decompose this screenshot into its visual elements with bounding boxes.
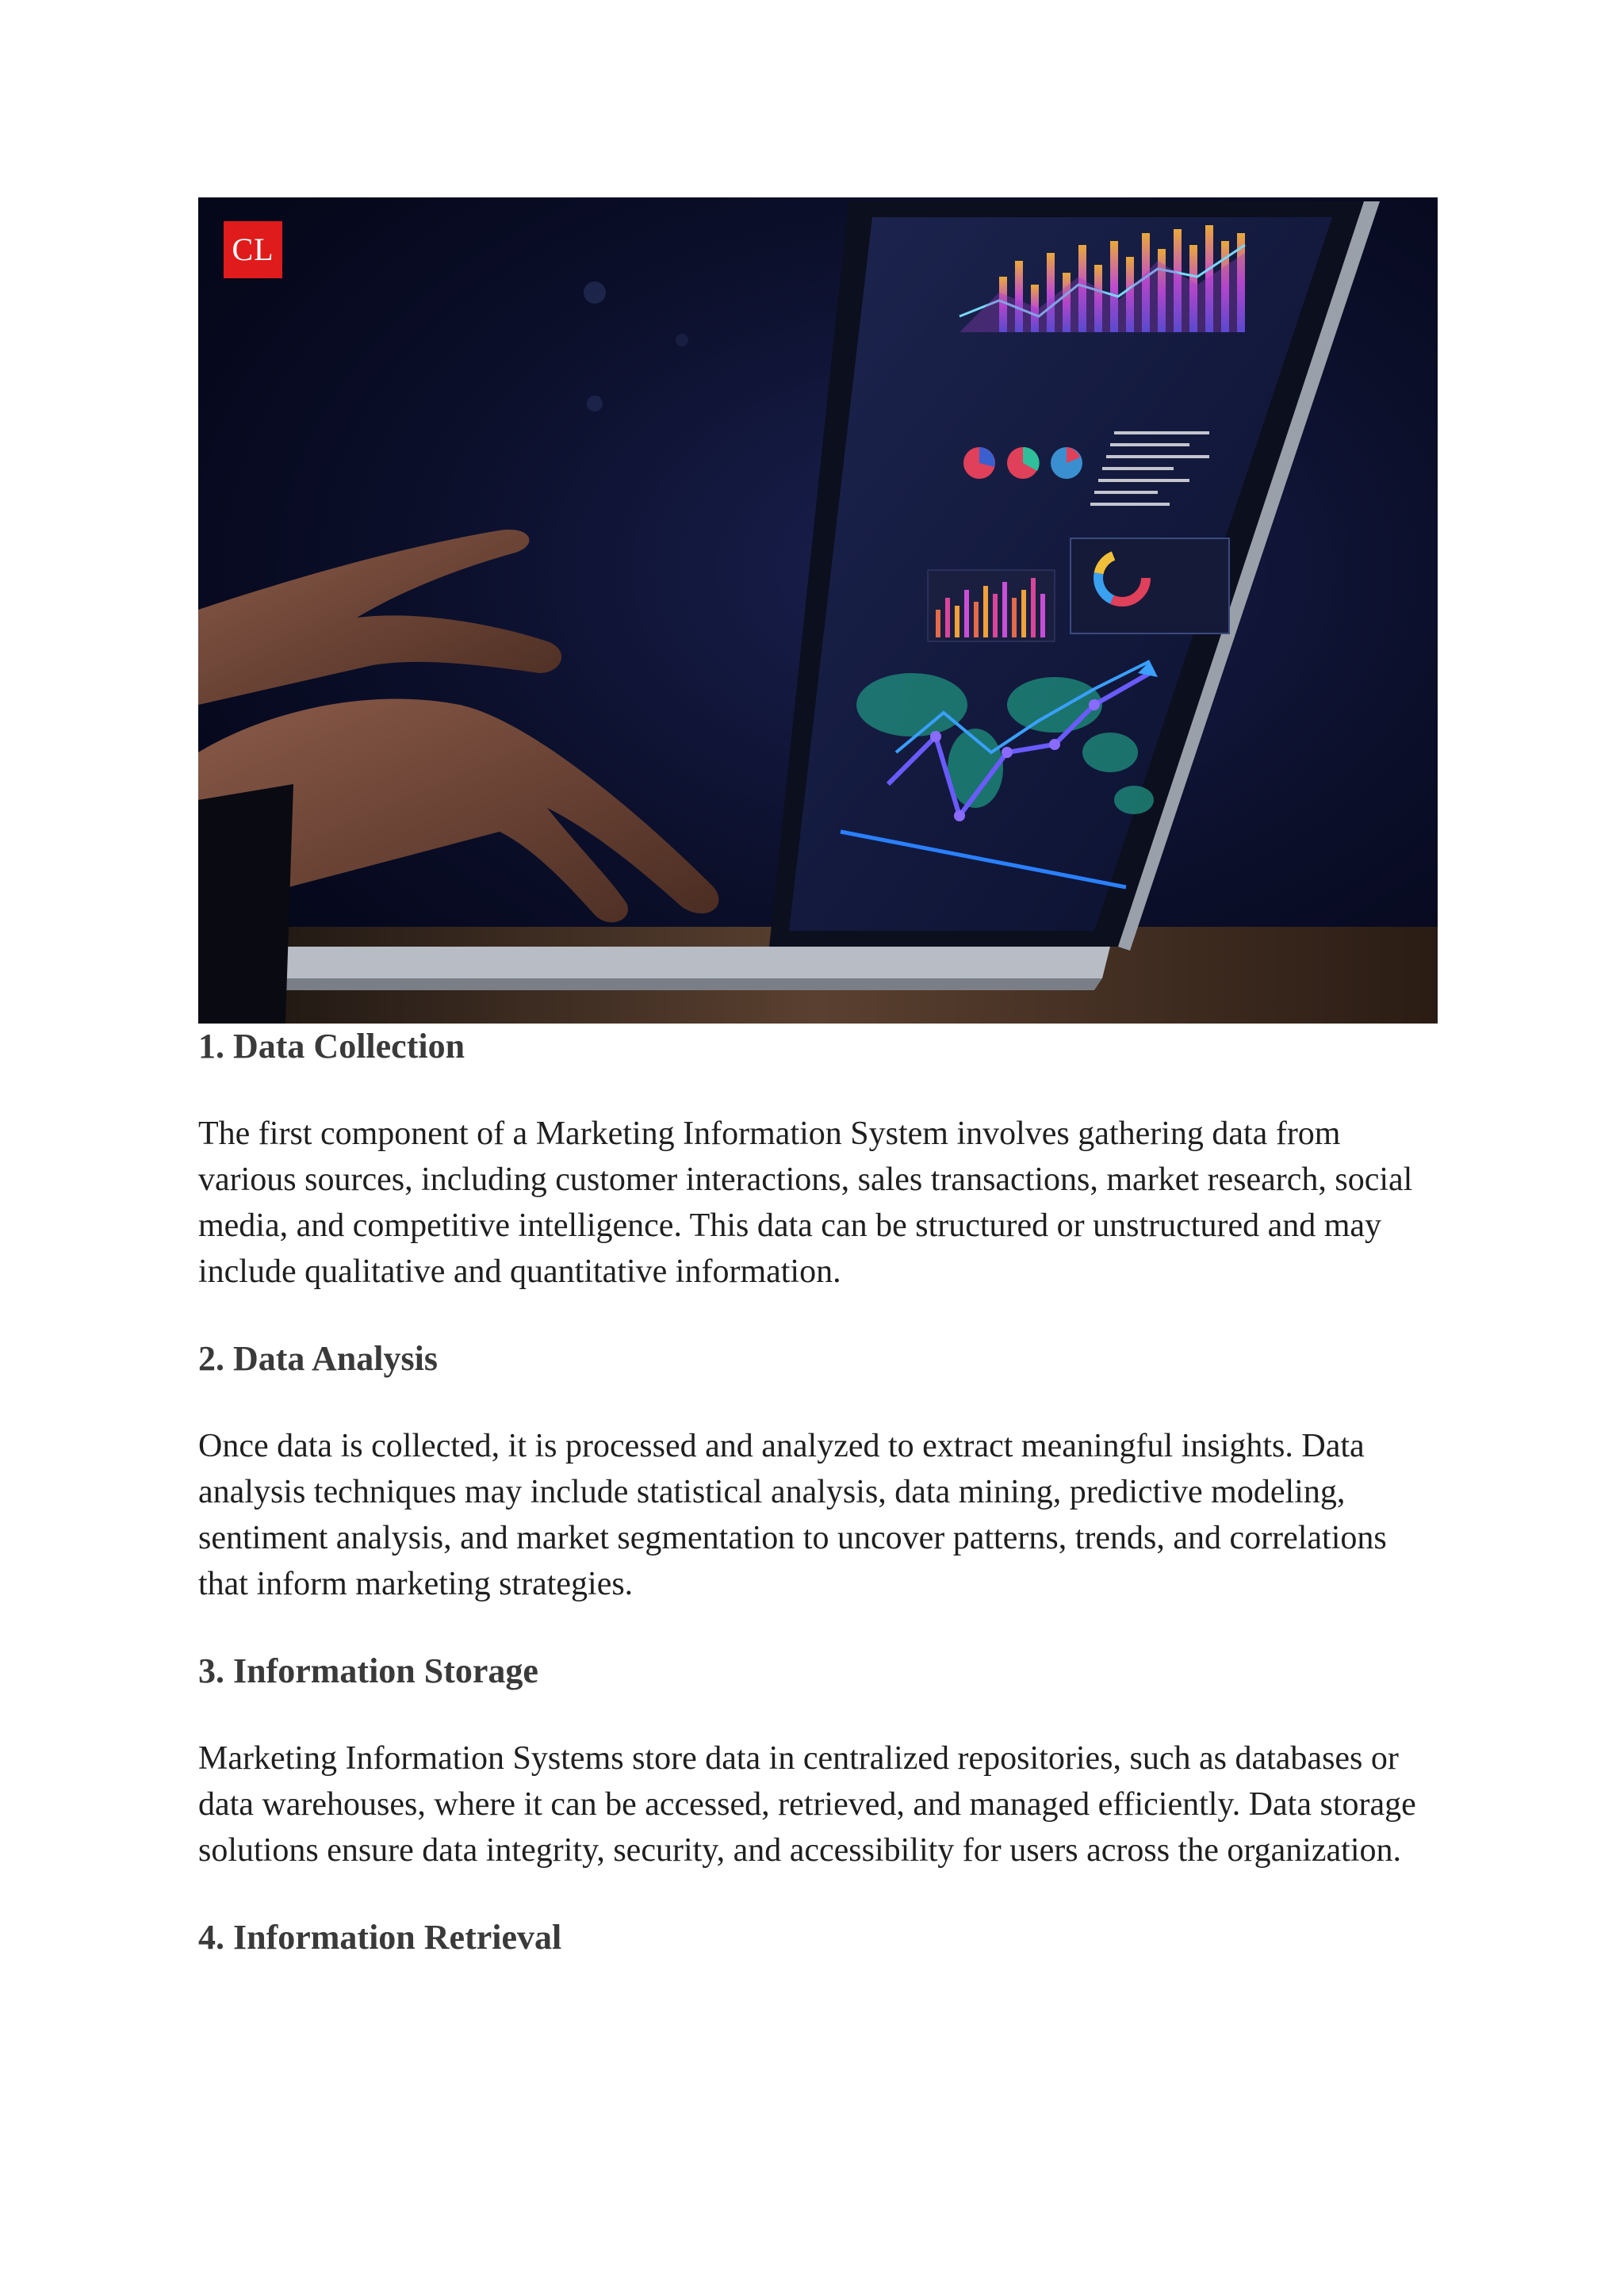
section-heading-data-collection: 1. Data Collection xyxy=(198,1027,465,1066)
hero-image xyxy=(198,197,1438,1024)
section-heading-data-analysis: 2. Data Analysis xyxy=(198,1339,438,1378)
laptop-dashboard-illustration xyxy=(198,197,1438,1024)
section-heading-information-retrieval: 4. Information Retrieval xyxy=(198,1918,562,1957)
section-heading-information-storage: 3. Information Storage xyxy=(198,1651,538,1690)
section-body-data-analysis: Once data is collected, it is processed and analyzed to extract meaningful insights. Data analysis techniques may include statistical analysis, data mining, predictive modeling, sentiment analysis, and market segmentation to uncover patterns, trends, and correlations that inform marketing strategies. xyxy=(198,1428,1387,1602)
logo-badge: CL xyxy=(224,221,282,278)
section-body-data-collection: The first component of a Marketing Information System involves gathering data from various sources, including customer interactions, sales transactions, market research, social media, and competitive intelligence. This data can be structured or unstructured and may include qualitative and quantitative information. xyxy=(198,1115,1413,1290)
article-body xyxy=(198,1024,1438,1961)
section-body-information-storage: Marketing Information Systems store data in centralized repositories, such as databases or data warehouses, where it can be accessed, retrieved, and managed efficiently. Data storage solutions ensure data integrity, security, and accessibility for users across the organization. xyxy=(198,1740,1416,1869)
